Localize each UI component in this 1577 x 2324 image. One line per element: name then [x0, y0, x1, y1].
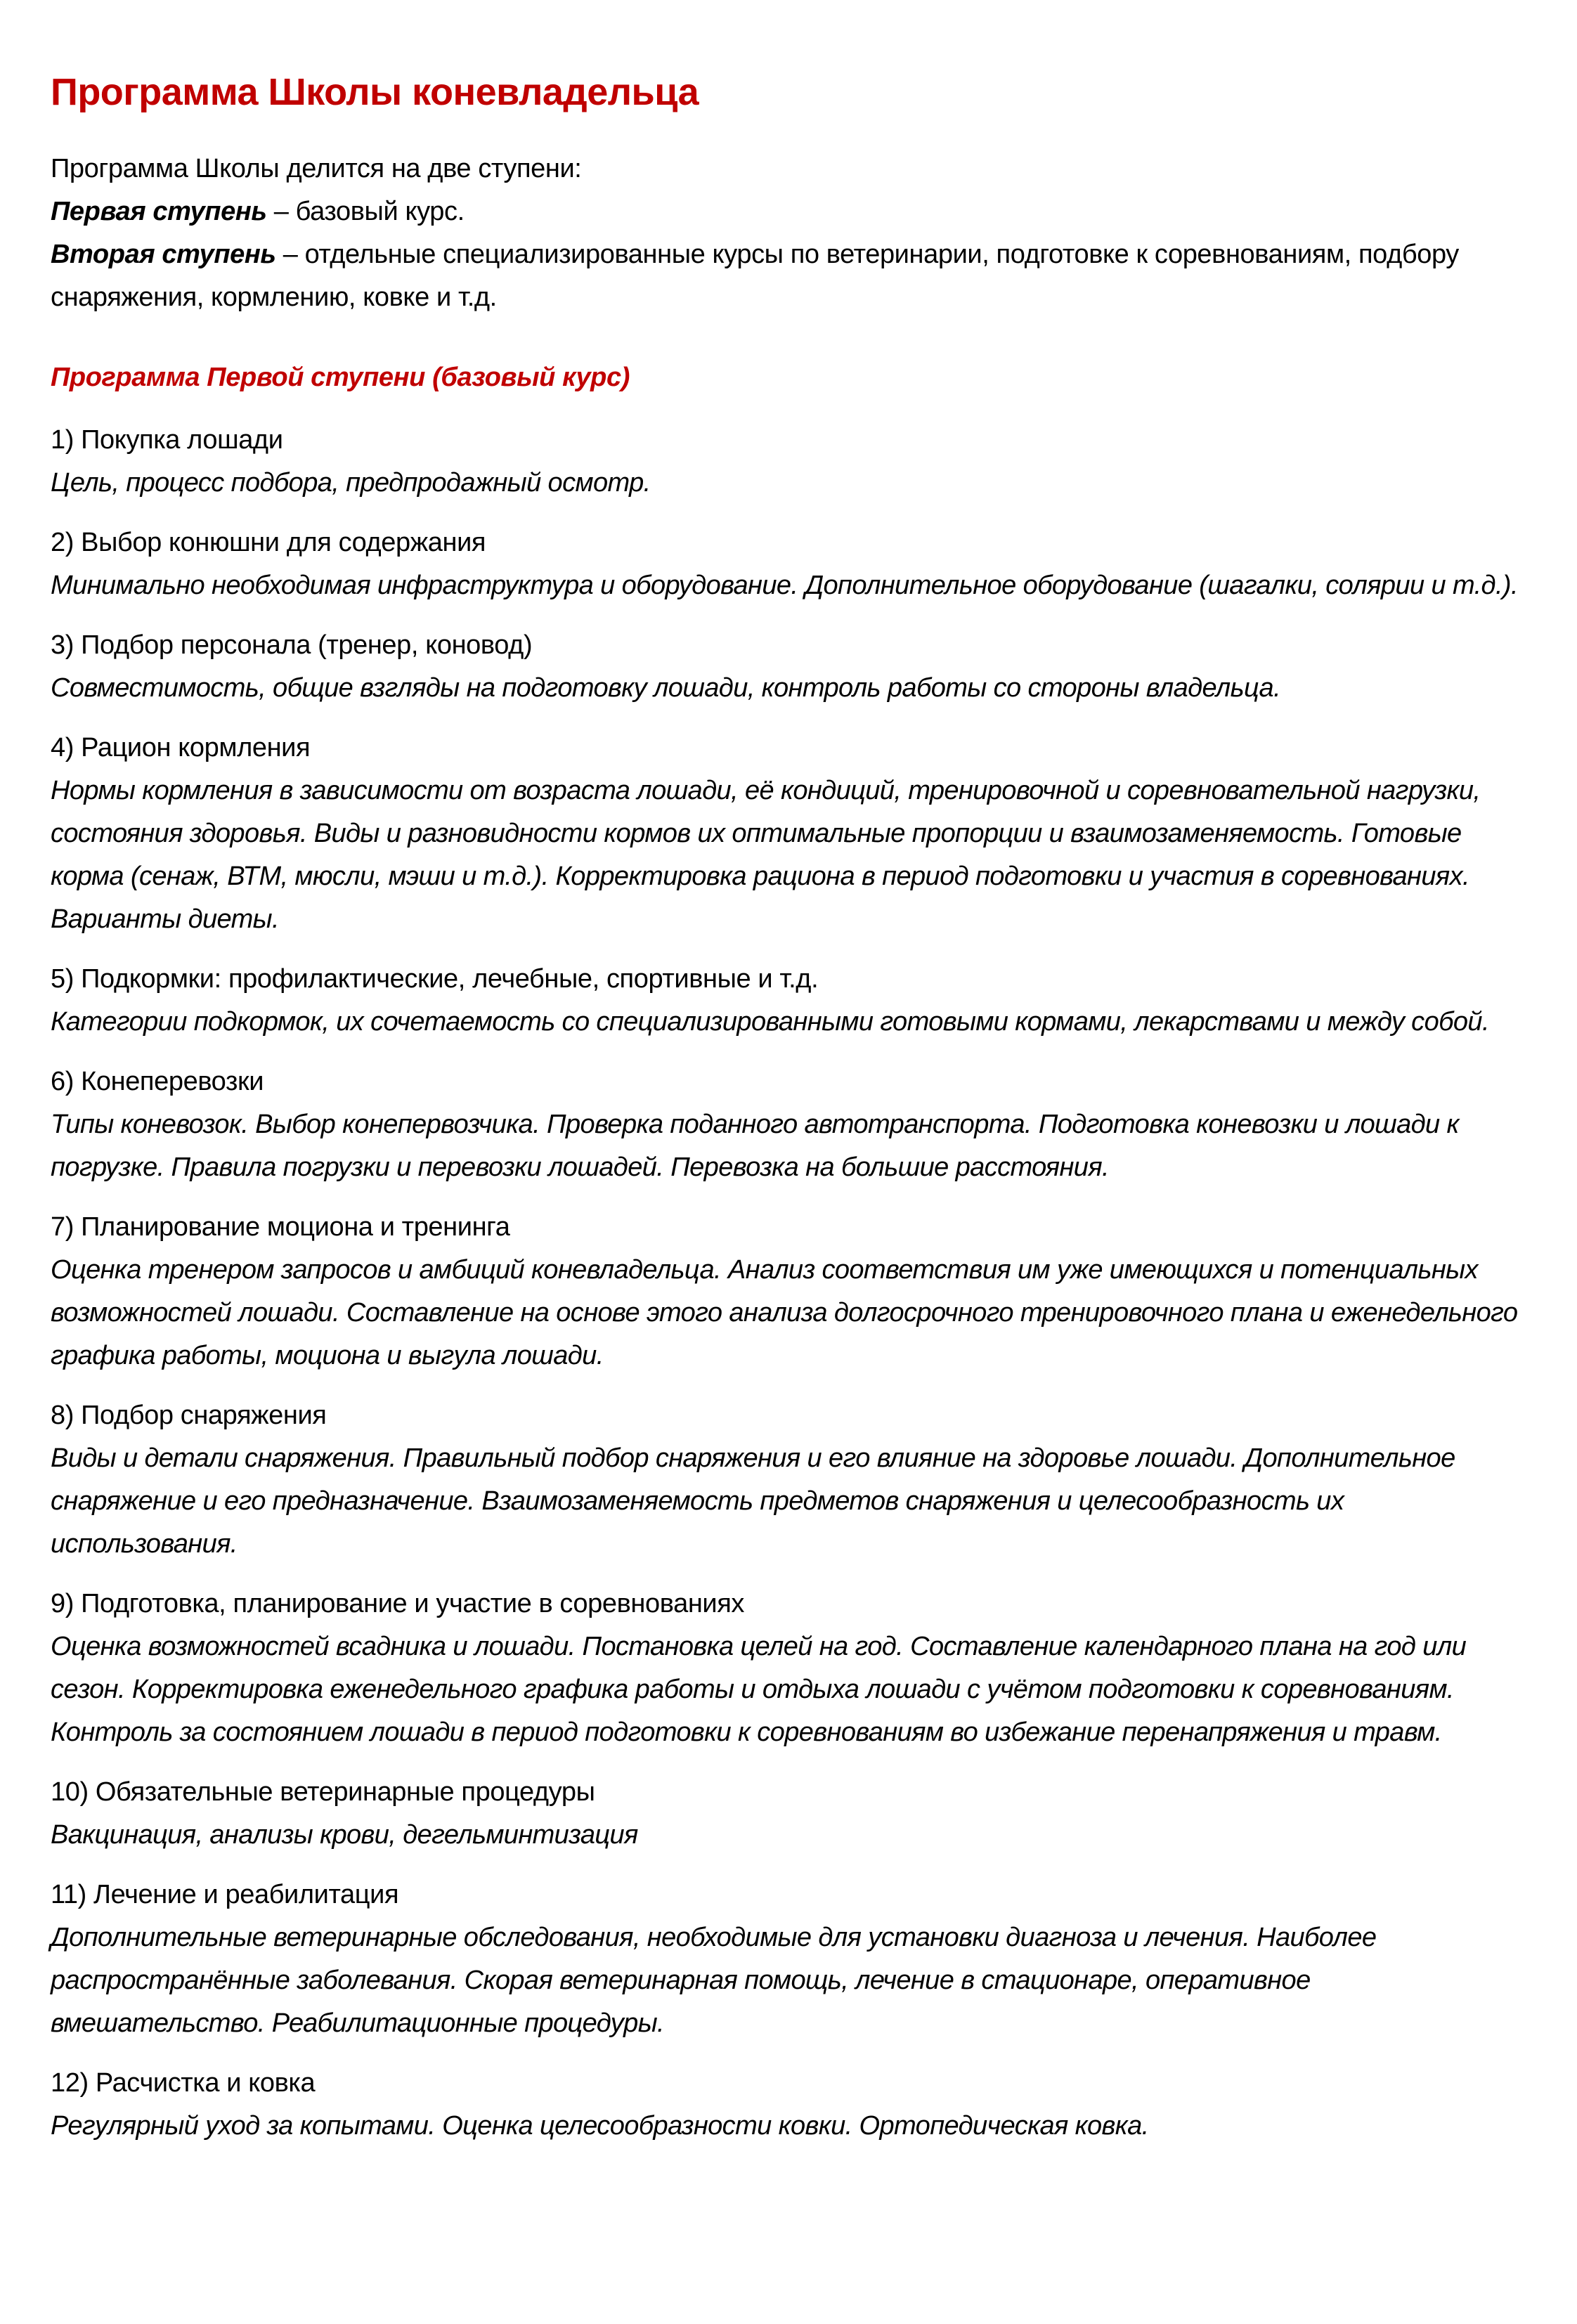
- program-item: [51, 1874, 1528, 2045]
- program-item-title: 12) Расчистка и ковка: [51, 2068, 316, 2098]
- program-item-description: Минимально необходимая инфраструктура и оборудование. Дополнительное оборудование (шагалки, солярии и т.д.).: [51, 571, 1518, 600]
- program-item: [51, 958, 1528, 1044]
- program-item-description: Нормы кормления в зависимости от возраста лошади, её кондиций, тренировочной и соревновательной нагрузки, состояния здоровья. Виды и разновидности кормов их оптимальные пропорции и взаимозаменяемость. Готовые корма (сенаж, ВТМ, мюсли, мэши и т.д.). Корректировка рациона в период подготовки и участия в соревнованиях. Варианты диеты.: [51, 776, 1481, 934]
- program-item-title: 11) Лечение и реабилитация: [51, 1880, 399, 1909]
- program-item-description: Оценка возможностей всадника и лошади. Постановка целей на год. Составление календарного плана на год или сезон. Корректировка еженедельного графика работы и отдыха лошади с учётом подготовки к соревнованиям. Контроль за состоянием лошади в период подготовки к соревнованиям во избежание перенапряжения и травм.: [51, 1632, 1467, 1747]
- program-item-description: Типы коневозок. Выбор конепервозчика. Проверка поданного автотранспорта. Подготовка коневозки и лошади к погрузке. Правила погрузки и перевозки лошадей. Перевозка на большие расстояния.: [51, 1110, 1459, 1182]
- program-item-description: Дополнительные ветеринарные обследования, необходимые для установки диагноза и лечения. Наиболее распространённые заболевания. Скорая ветеринарная помощь, лечение в стационаре, оперативное вмешательство. Реабилитационные процедуры.: [51, 1923, 1377, 2038]
- program-item-description: Вакцинация, анализы крови, дегельминтизация: [51, 1820, 638, 1850]
- program-item: [51, 727, 1528, 941]
- program-item-title: 1) Покупка лошади: [51, 425, 283, 455]
- intro-line: Программа Школы делится на две ступени:: [51, 154, 582, 183]
- program-item-title: 4) Рацион кормления: [51, 733, 311, 762]
- program-item: [51, 1771, 1528, 1857]
- program-item: [51, 2062, 1528, 2148]
- program-item-title: 7) Планирование моциона и тренинга: [51, 1212, 510, 1242]
- program-item: [51, 1206, 1528, 1377]
- stage-1-text: – базовый курс.: [266, 197, 465, 226]
- program-item-title: 9) Подготовка, планирование и участие в соревнованиях: [51, 1589, 745, 1618]
- stage-2-line: [51, 233, 1528, 319]
- program-item-title: 3) Подбор персонала (тренер, коновод): [51, 630, 533, 660]
- stage-1-label: Первая ступень: [51, 197, 267, 226]
- program-item: [51, 624, 1528, 710]
- program-item-title: 8) Подбор снаряжения: [51, 1401, 327, 1430]
- program-item: [51, 1060, 1528, 1189]
- program-item-title: 6) Конеперевозки: [51, 1067, 264, 1096]
- program-list: [51, 419, 1528, 2148]
- program-item: [51, 419, 1528, 505]
- program-item-title: 10) Обязательные ветеринарные процедуры: [51, 1777, 595, 1807]
- intro-section: [51, 148, 1528, 319]
- section-heading: Программа Первой ступени (базовый курс): [51, 363, 630, 392]
- program-item-description: Совместимость, общие взгляды на подготовку лошади, контроль работы со стороны владельца.: [51, 673, 1281, 703]
- stage-2-label: Вторая ступень: [51, 240, 276, 269]
- program-item-description: Регулярный уход за копытами. Оценка целесообразности ковки. Ортопедическая ковка.: [51, 2111, 1149, 2141]
- program-item: [51, 521, 1528, 607]
- stage-2-text: – отдельные специализированные курсы по ветеринарии, подготовке к соревнованиям, подбору снаряжения, кормлению, ковке и т.д.: [51, 240, 1459, 312]
- stage-1-line: [51, 190, 1528, 233]
- program-item-description: Оценка тренером запросов и амбиций коневладельца. Анализ соответствия им уже имеющихся и потенциальных возможностей лошади. Составление на основе этого анализа долгосрочного тренировочного плана и еженедельного графика работы, моциона и выгула лошади.: [51, 1255, 1518, 1370]
- program-item-description: Цель, процесс подбора, предпродажный осмотр.: [51, 468, 651, 498]
- program-item: [51, 1394, 1528, 1566]
- program-item: [51, 1583, 1528, 1754]
- program-item-title: 2) Выбор конюшни для содержания: [51, 528, 486, 557]
- program-item-description: Виды и детали снаряжения. Правильный подбор снаряжения и его влияние на здоровье лошади. Дополнительное снаряжение и его предназначение. Взаимозаменяемость предметов снаряжения и целесообразность их использования.: [51, 1443, 1455, 1559]
- program-item-title: 5) Подкормки: профилактические, лечебные, спортивные и т.д.: [51, 964, 819, 994]
- document-title: Программа Школы коневладельца: [51, 71, 699, 113]
- program-item-description: Категории подкормок, их сочетаемость со специализированными готовыми кормами, лекарствами и между собой.: [51, 1007, 1489, 1037]
